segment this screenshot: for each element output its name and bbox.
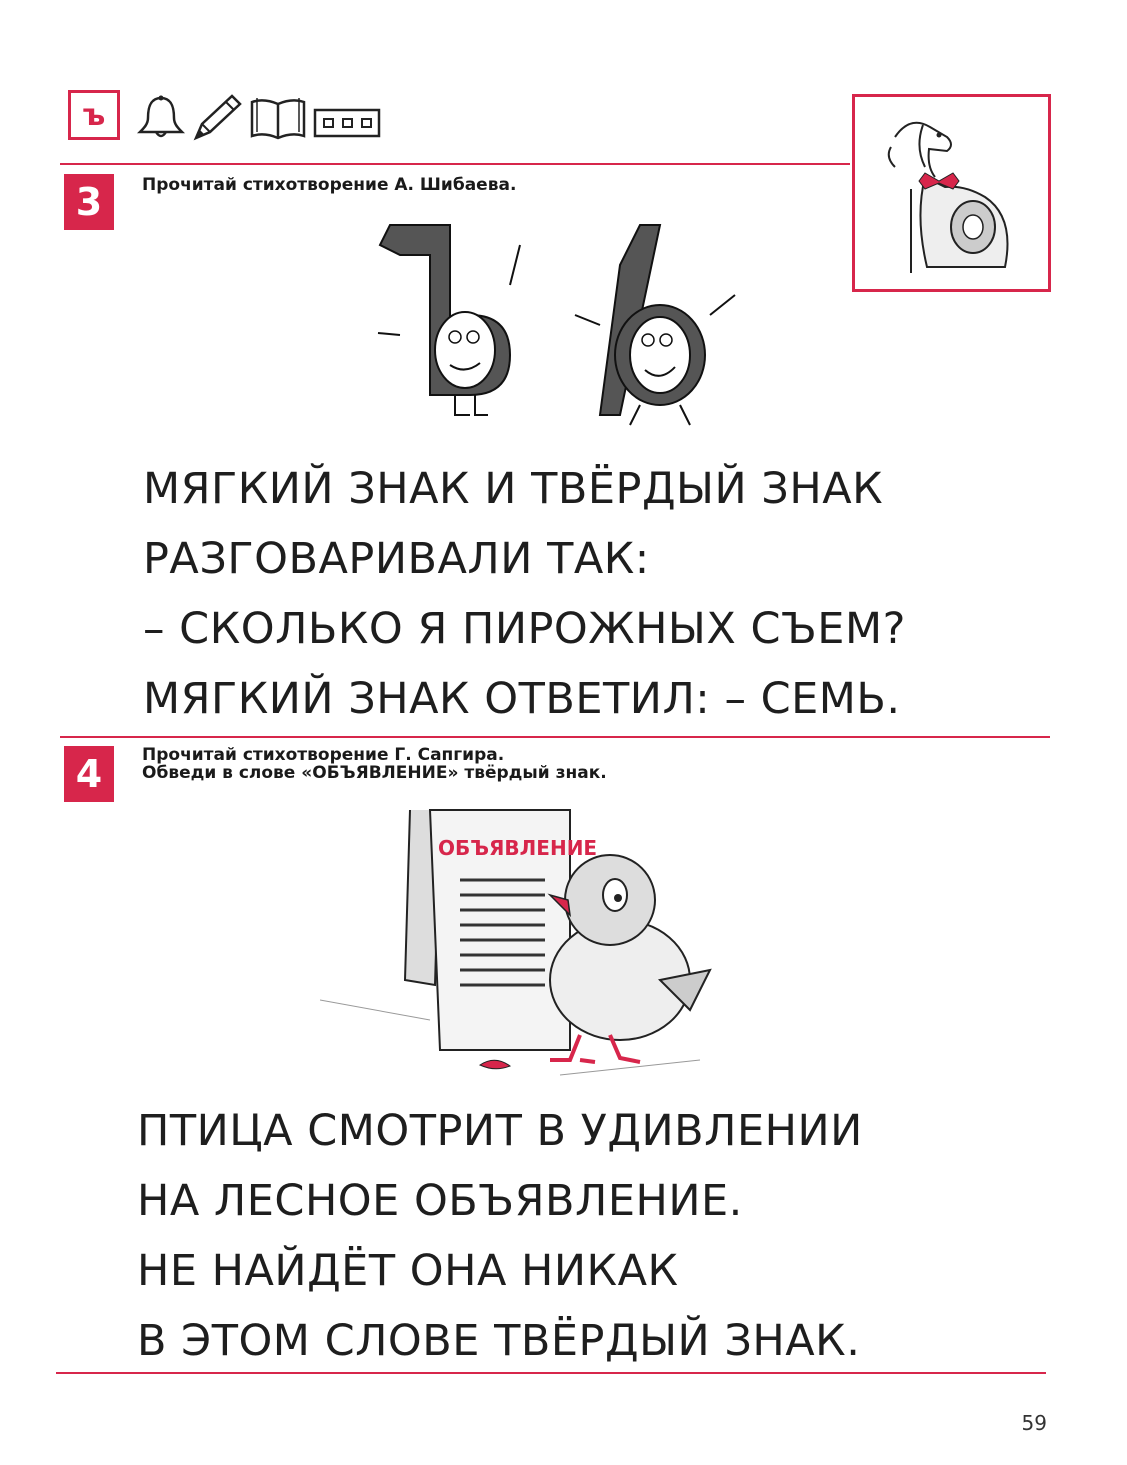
- task-number-badge: 3: [64, 174, 114, 230]
- syllable-boxes-icon: [312, 94, 382, 142]
- bell-icon: [136, 94, 186, 142]
- poem-line: МЯГКИЙ ЗНАК И ТВЁРДЫЙ ЗНАК: [143, 464, 884, 514]
- poem-line: НА ЛЕСНОЕ ОБЪЯВЛЕНИЕ.: [137, 1176, 743, 1226]
- footer-rule: [56, 1372, 1046, 1374]
- header-icons: [136, 92, 382, 142]
- hard-soft-sign-characters-illustration: [370, 215, 780, 445]
- instruction-line: Обведи в слове «ОБЪЯВЛЕНИЕ» твёрдый знак.: [142, 763, 607, 783]
- poem-line: НЕ НАЙДЁТ ОНА НИКАК: [137, 1246, 679, 1296]
- dog-letter-illustration: [852, 94, 1051, 292]
- poem-line: – СКОЛЬКО Я ПИРОЖНЫХ СЪЕМ?: [143, 604, 906, 654]
- instruction-line: Прочитай стихотворение Г. Сапгира.: [142, 745, 505, 765]
- poem-line: РАЗГОВАРИВАЛИ ТАК:: [143, 534, 650, 584]
- poem-shibaev: [143, 454, 906, 734]
- poem-line: В ЭТОМ СЛОВЕ ТВЁРДЫЙ ЗНАК.: [137, 1316, 861, 1366]
- task-instruction: [142, 746, 607, 782]
- section-rule: [60, 736, 1050, 738]
- task-number-badge: 4: [64, 746, 114, 802]
- task-instruction: Прочитай стихотворение А. Шибаева.: [142, 175, 517, 195]
- book-icon: [248, 94, 308, 142]
- dog-icon: [855, 97, 1048, 289]
- notice-title: ОБЪЯВЛЕНИЕ: [438, 836, 598, 860]
- page-number: 59: [1021, 1411, 1047, 1435]
- poem-line: ПТИЦА СМОТРИТ В УДИВЛЕНИИ: [137, 1106, 863, 1156]
- poem-line: МЯГКИЙ ЗНАК ОТВЕТИЛ: – СЕМЬ.: [143, 674, 901, 724]
- bird-notice-illustration: [320, 800, 740, 1090]
- pencil-icon: [190, 94, 244, 142]
- header-rule: [60, 163, 850, 165]
- letter-badge: ъ: [68, 90, 120, 140]
- poem-sapgir: [137, 1096, 863, 1376]
